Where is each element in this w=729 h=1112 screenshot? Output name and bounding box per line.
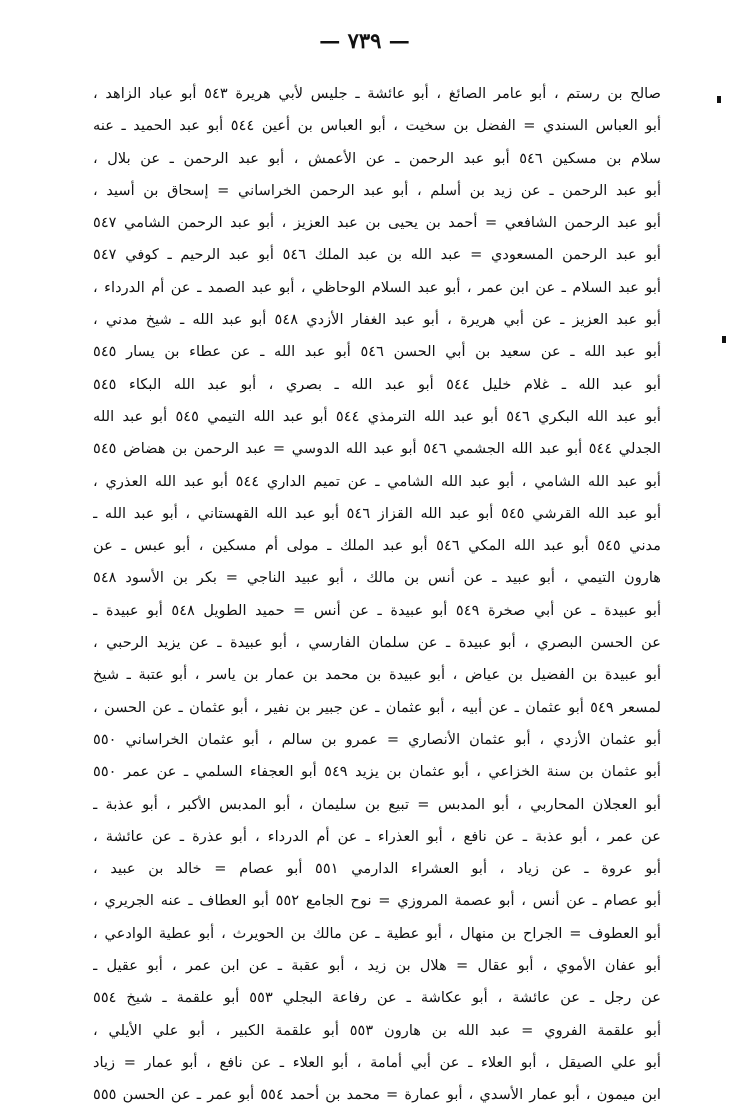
- index-line: أبو علي الصيقل ، أبو العلاء ـ عن أبي أمامة ، أبو العلاء ـ عن نافع ، أبو عمار = زياد: [93, 1053, 661, 1071]
- index-line: أبو عبد الله البكري ٥٤٦ أبو عبد الله الترمذي ٥٤٤ أبو عبد الله التيمي ٥٤٥ أبو عبد الله: [93, 407, 661, 425]
- index-line: أبو عبد العزيز ـ عن أبي هريرة ، أبو عبد الغفار الأزدي ٥٤٨ أبو عبد الله ـ شيخ مدني ،: [93, 311, 661, 329]
- index-line: الجدلي ٥٤٤ أبو عبد الله الجشمي ٥٤٦ أبو عبد الله الدوسي = عبد الرحمن بن هضاض ٥٤٥: [93, 440, 661, 458]
- index-line: أبو العطوف = الجراح بن منهال ، أبو عطية ـ عن مالك بن الحويرث ، أبو عطية الوادعي ،: [93, 924, 661, 942]
- index-line: أبو عثمان بن سنة الخزاعي ، أبو عثمان بن يزيد ٥٤٩ أبو العجفاء السلمي ـ عن عمر ٥٥٠: [93, 763, 661, 781]
- index-line: عن عمر ، أبو عذبة ـ عن نافع ، أبو العذراء ـ عن أم الدرداء ، أبو عذرة ـ عن عائشة ،: [93, 827, 661, 845]
- index-line: أبو العجلان المحاربي ، أبو المدبس = تبيع بن سليمان ، أبو المدبس الأكبر ، أبو عذبة ـ: [93, 795, 661, 813]
- index-line: عن رجل ـ عن عائشة ، أبو عكاشة ـ عن رفاعة البجلي ٥٥٣ أبو علقمة ـ شيخ ٥٥٤: [93, 989, 661, 1007]
- index-line: أبو علقمة الفروي = عبد الله بن هارون ٥٥٣ أبو علقمة الكبير ، أبو علي الأيلي ،: [93, 1021, 661, 1039]
- index-line: سلام بن مسكين ٥٤٦ أبو عبد الرحمن ـ عن الأعمش ، أبو عبد الرحمن ـ عن بلال ،: [93, 149, 661, 167]
- index-line: عن الحسن البصري ، أبو عبيدة ـ عن سلمان الفارسي ، أبو عبيدة ـ عن يزيد الرحبي ،: [93, 634, 661, 652]
- index-line: أبو عبد السلام ـ عن ابن عمر ، أبو عبد السلام الوحاظي ، أبو عبد الصمد ـ عن أم الدرداء ،: [93, 278, 661, 296]
- index-line: أبو عبد الرحمن الشافعي = أحمد بن يحيى بن عبد العزيز ، أبو عبد الرحمن الشامي ٥٤٧: [93, 214, 661, 232]
- index-line: أبو العباس السندي = الفضل بن سخيت ، أبو العباس بن أعين ٥٤٤ أبو عبد الحميد ـ عنه: [93, 117, 661, 135]
- index-line: أبو عفان الأموي ، أبو عقال = هلال بن زيد ، أبو عقبة ـ عن ابن عمر ، أبو عقيل ـ: [93, 957, 661, 975]
- index-line: هارون التيمي ، أبو عبيد ـ عن أنس بن مالك ، أبو عبيد الناجي = بكر بن الأسود ٥٤٨: [93, 569, 661, 587]
- index-line: أبو عبيدة بن الفضيل بن عياض ، أبو عبيدة بن محمد بن عمار بن ياسر ، أبو عتبة ـ شيخ: [93, 666, 661, 684]
- index-text-block: [93, 78, 661, 1112]
- index-line: لمسعر ٥٤٩ أبو عثمان ـ عن أبيه ، أبو عثمان ـ عن جبير بن نفير ، أبو عثمان ـ عن الحسن ،: [93, 698, 661, 716]
- margin-mark: [717, 96, 721, 103]
- index-line: صالح بن رستم ، أبو عامر الصائغ ، أبو عائشة ـ جليس لأبي هريرة ٥٤٣ أبو عباد الزاهد ،: [93, 85, 661, 102]
- index-line: أبو عبد الله الشامي ، أبو عبد الله الشامي ـ عن تميم الداري ٥٤٤ أبو عبد الله العذري ،: [93, 472, 661, 490]
- index-line: أبو عروة ـ عن زياد ، أبو العشراء الدارمي ٥٥١ أبو عصام = خالد بن عبيد ،: [93, 860, 661, 878]
- index-line: ابن ميمون ، أبو عمار الأسدي ، أبو عمارة = محمد بن أحمد ٥٥٤ أبو عمر ـ عن الحسن ٥٥٥: [93, 1086, 661, 1104]
- index-line: أبو عبيدة ـ عن أبي صخرة ٥٤٩ أبو عبيدة ـ عن أنس = حميد الطويل ٥٤٨ أبو عبيدة ـ: [93, 601, 661, 619]
- index-line: أبو عبد الرحمن ـ عن زيد بن أسلم ، أبو عبد الرحمن الخراساني = إسحاق بن أسيد ،: [93, 181, 661, 199]
- margin-mark: [722, 336, 726, 343]
- page-number: — ٧٣٩ —: [319, 28, 410, 53]
- index-line: أبو عبد الله ـ عن سعيد بن أبي الحسن ٥٤٦ أبو عبد الله ـ عن عطاء بن يسار ٥٤٥: [93, 343, 661, 361]
- index-line: أبو عصام ـ عن أنس ، أبو عصمة المروزي = نوح الجامع ٥٥٢ أبو العطاف ـ عنه الجريري ،: [93, 892, 661, 910]
- index-line: أبو عبد الله ـ غلام خليل ٥٤٤ أبو عبد الله ـ بصري ، أبو عبد الله البكاء ٥٤٥: [93, 375, 661, 393]
- index-line: أبو عبد الرحمن المسعودي = عبد الله بن عبد الملك ٥٤٦ أبو عبد الرحيم ـ كوفي ٥٤٧: [93, 246, 661, 264]
- index-line: مدني ٥٤٥ أبو عبد الله المكي ٥٤٦ أبو عبد الملك ـ مولى أم مسكين ، أبو عبس ـ عن: [93, 537, 661, 555]
- index-line: أبو عبد الله القرشي ٥٤٥ أبو عبد الله القزاز ٥٤٦ أبو عبد الله القهستاني ، أبو عبد الله ـ: [93, 504, 661, 522]
- index-line: أبو عثمان الأزدي ، أبو عثمان الأنصاري = عمرو بن سالم ، أبو عثمان الخراساني ٥٥٠: [93, 730, 661, 748]
